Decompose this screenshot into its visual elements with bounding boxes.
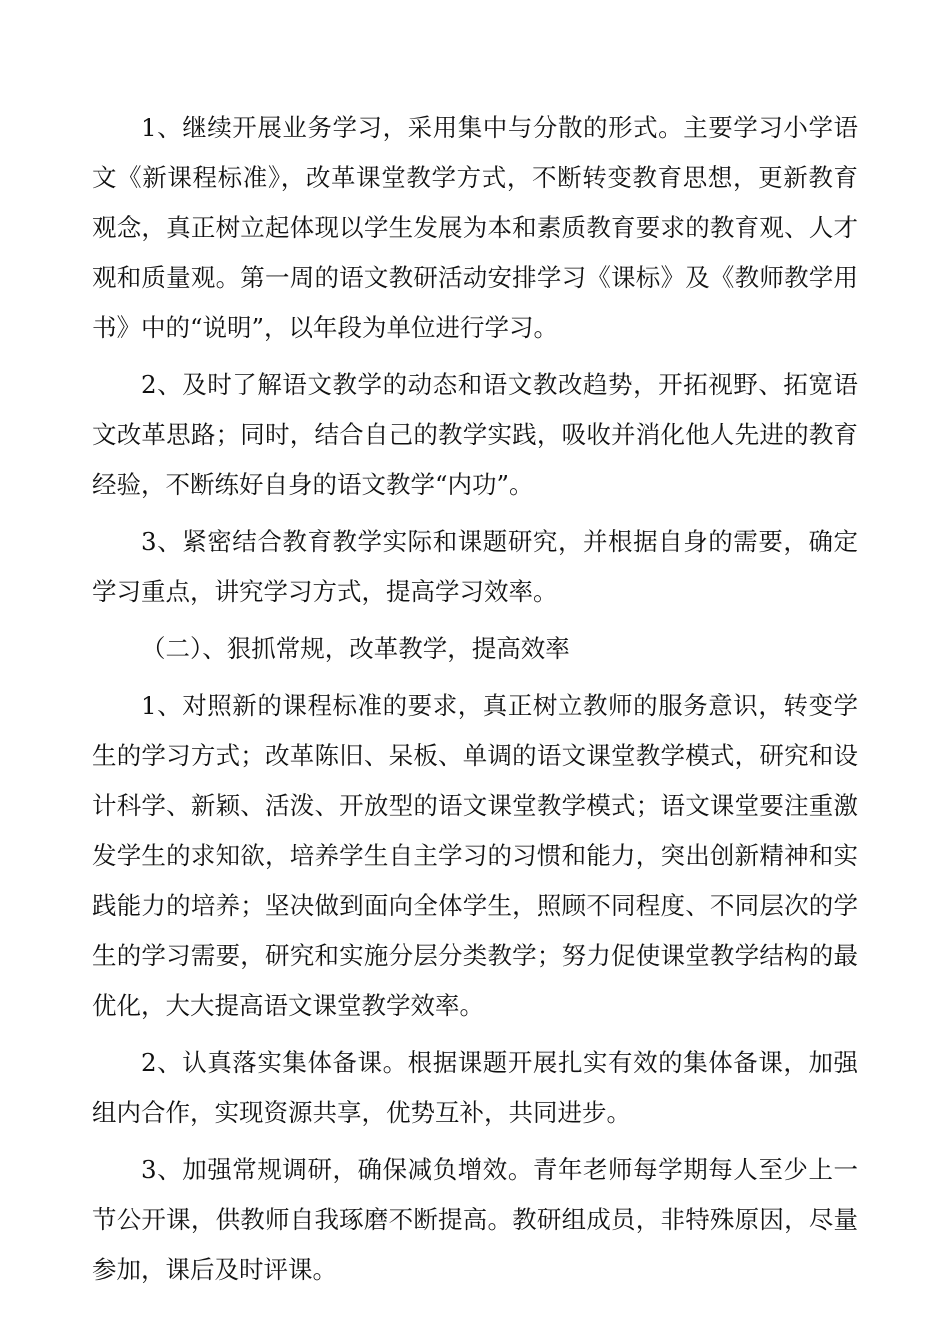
paragraph-study-item-1: 1、继续开展业务学习，采用集中与分散的形式。主要学习小学语文《新课程标准》，改革课堂教学方式，不断转变教育思想，更新教育观念，真正树立起体现以学生发展为本和素质教育要求的教育观、人才观和质量观。第一周的语文教研活动安排学习《课标》及《教师教学用书》中的“说明”，以年段为单位进行学习。 [92,113,858,342]
paragraph-routine-item-1: 1、对照新的课程标准的要求，真正树立教师的服务意识，转变学生的学习方式；改革陈旧、呆板、单调的语文课堂教学模式，研究和设计科学、新颖、活泼、开放型的语文课堂教学模式；语文课堂要注重激发学生的求知欲，培养学生自主学习的习惯和能力，突出创新精神和实践能力的培养；坚决做到面向全体学生，照顾不同程度、不同层次的学生的学习需要，研究和实施分层分类教学；努力促使课堂教学结构的最优化，大大提高语文课堂教学效率。 [92,691,858,1020]
document-body [92,103,858,1295]
paragraph-study-item-2: 2、及时了解语文教学的动态和语文教改趋势，开拓视野、拓宽语文改革思路；同时，结合自己的教学实践，吸收并消化他人先进的教育经验，不断练好自身的语文教学“内功”。 [92,370,858,499]
paragraph-study-item-3: 3、紧密结合教育教学实际和课题研究，并根据自身的需要，确定学习重点，讲究学习方式，提高学习效率。 [92,527,858,606]
paragraph-routine-item-3: 3、加强常规调研，确保减负增效。青年老师每学期每人至少上一节公开课，供教师自我琢磨不断提高。教研组成员，非特殊原因，尽量参加，课后及时评课。 [92,1155,858,1284]
paragraph-routine-item-2: 2、认真落实集体备课。根据课题开展扎实有效的集体备课，加强组内合作，实现资源共享，优势互补，共同进步。 [92,1048,858,1127]
section-heading-2: （二）、狠抓常规，改革教学，提高效率 [141,634,570,663]
